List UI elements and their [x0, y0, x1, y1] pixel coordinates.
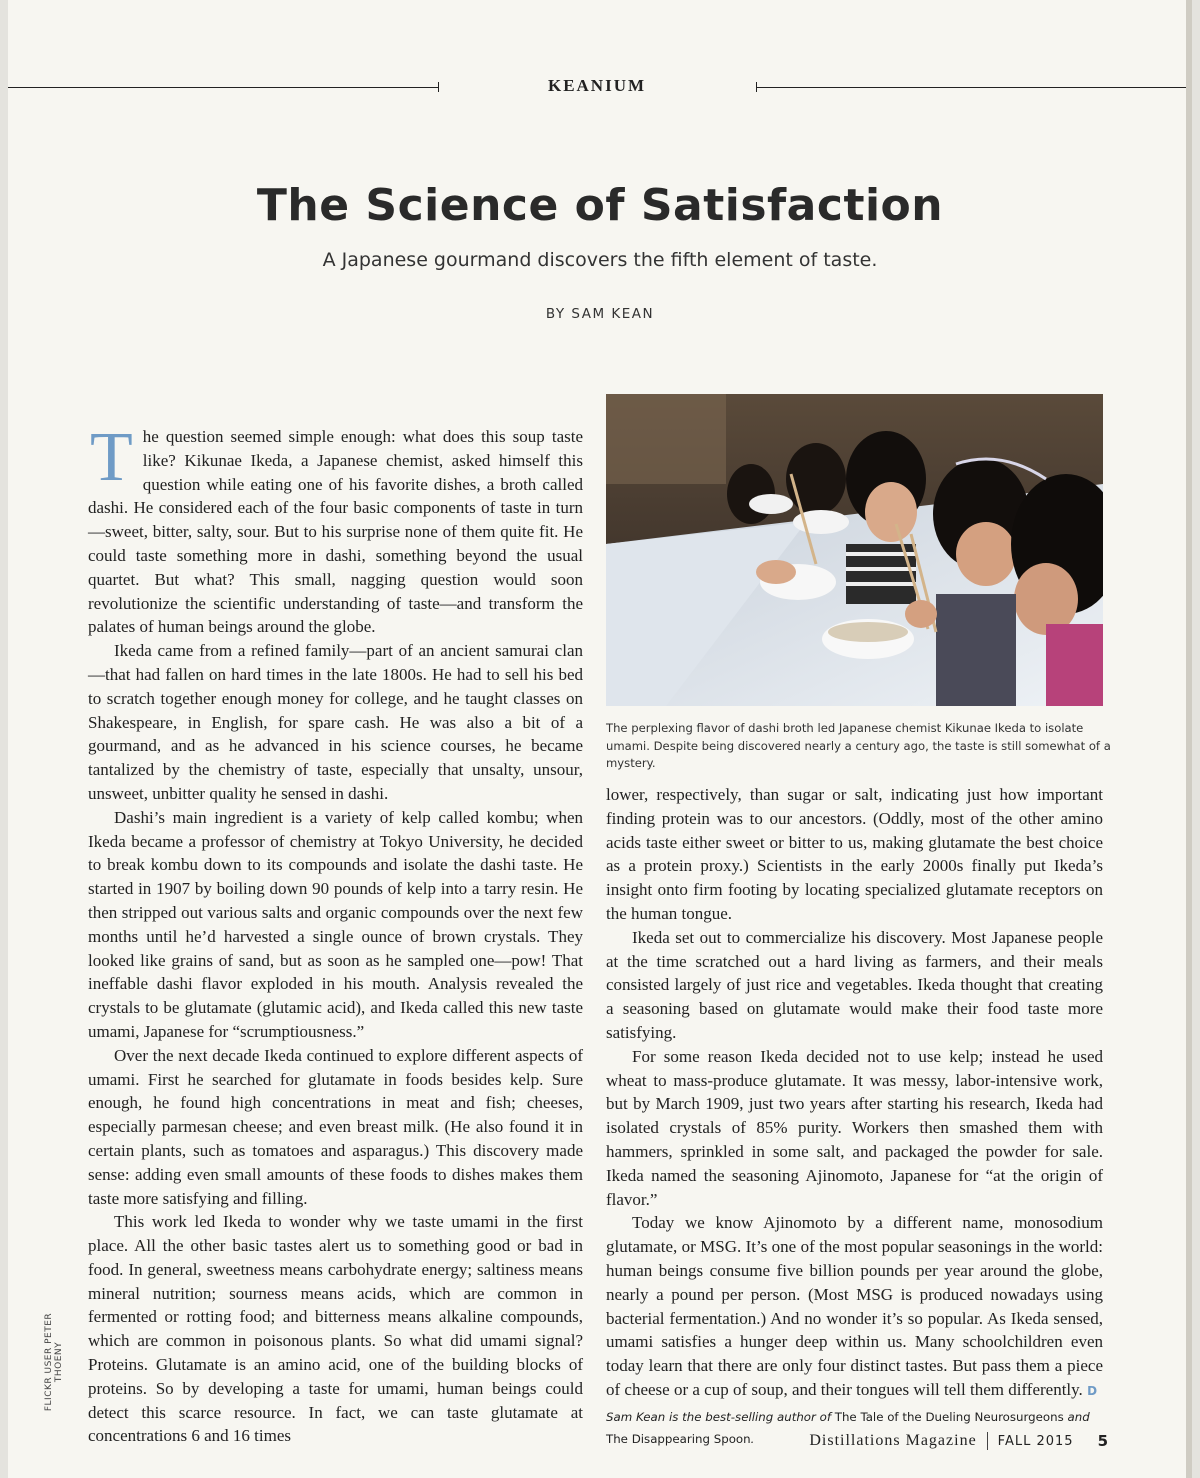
paragraph: Over the next decade Ikeda continued to explore different aspects of umami. First he searched for glutamate in foods besides kelp. Sure enough, he found high concentrations in meat and fish; cheeses, especially parmesan cheese; and even breast milk. (He also found it in certain plants, such as tomatoes and asparagus.) This discovery made sense: adding even small amounts of these foods to dishes makes them taste more satisfying and filling. — [88, 1045, 583, 1208]
drop-cap: T — [90, 419, 133, 496]
bio-text: Sam Kean is the best-selling author of — [606, 1409, 835, 1424]
page-number: 5 — [1097, 1432, 1108, 1450]
children-eating-photo — [606, 394, 1103, 706]
photo-credit — [46, 1290, 62, 1430]
magazine-name: Distillations Magazine — [809, 1432, 977, 1449]
end-mark: D — [1087, 1383, 1098, 1398]
header-rule-left — [8, 87, 438, 88]
photo-caption: The perplexing flavor of dashi broth led Japanese chemist Kikunae Ikeda to isolate umami. Despite being discovered nearly a century ago, the taste is still somewhat of a mystery. — [606, 721, 1111, 770]
byline: BY SAM KEAN — [545, 306, 655, 322]
article-column-left — [88, 419, 583, 1448]
paragraph: Ikeda set out to commercialize his discovery. Most Japanese people at the time scratched out a hard living as farmers, and their meals consisted largely of just rice and vegetables. Ikeda thought that creating a seasoning based on glutamate would make their food taste more satisfying. — [606, 927, 1103, 1042]
header-rule-tick-right — [756, 82, 757, 92]
article-column-right — [606, 783, 1103, 1450]
paragraph: lower, respectively, than sugar or salt, indicating just how important finding protein was to our ancestors. (Oddly, most of the other amino acids taste either sweet or bitter to us, making glutamate the best choice as a protein proxy.) Scientists in the early 2000s finally put Ikeda’s insight onto firm footing by locating specialized glutamate receptors on the human tongue. — [606, 785, 1103, 923]
paragraph: Ikeda came from a refined family—part of an ancient samurai clan—that had fallen on hard times in the late 1800s. He had to sell his bed to scratch together enough money for college, and he taught classes on Shakespeare, in English, for spare cash. He was also a bit of a gourmand, and as he advanced in his science courses, he became tantalized by the chemistry of taste, especially that unsalty, unsour, unsweet, unbitter quality he sensed in dashi. — [88, 641, 583, 803]
paragraph: Dashi’s main ingredient is a variety of kelp called kombu; when Ikeda became a professor of chemistry at Tokyo University, he decided to break kombu down to its compounds and isolate the dashi taste. He started in 1907 by boiling down 90 pounds of kelp into a tarry resin. He then stripped out various salts and organic compounds over the next few months until he’d harvested a single ounce of brown crystals. They looked like grains of sand, but as soon as he sampled one—pow! That ineffable dashi flavor exploded in his mouth. Analysis revealed the crystals to be glutamate (glutamic acid), and Ikeda called this new taste umami, Japanese for “scrumptiousness.” — [88, 807, 583, 1041]
book-title: The Disappearing Spoon — [606, 1431, 751, 1446]
book-title: The Tale of the Dueling Neurosurgeons — [834, 1409, 1064, 1424]
page-footer — [809, 1432, 1108, 1450]
section-label: KEANIUM — [547, 76, 647, 95]
paragraph: For some reason Ikeda decided not to use kelp; instead he used wheat to mass-produce glutamate. It was messy, labor-intensive work, but by March 1909, just two years after starting his research, Ikeda had isolated crystals of 85% purity. Workers then smashed them with hammers, sprinkled in some salt, and packaged the powder for sale. Ikeda named the seasoning Ajinomoto, Japanese for “at the origin of flavor.” — [606, 1046, 1103, 1209]
paragraph: This work led Ikeda to wonder why we taste umami in the first place. All the other basic tastes alert us to something good or bad in food. In general, sweetness means carbohydrate energy; saltiness means mineral nutrition; sourness means acids, which are common in fermented or rotting food; and bitterness means alkaline compounds, which are common in poisonous plants. So what did umami signal? Proteins. Glutamate is an amino acid, one of the building blocks of proteins. So by developing a taste for umami, human beings could detect this scarce resource. In fact, we can taste glutamate at concentrations 6 and 16 times — [88, 1212, 583, 1446]
article-subtitle: A Japanese gourmand discovers the fifth element of taste. — [322, 249, 878, 271]
footer-divider — [987, 1432, 988, 1450]
paragraph — [606, 1211, 1103, 1403]
photo-illustration — [606, 394, 1103, 706]
article-title: The Science of Satisfaction — [256, 180, 944, 231]
header-rule-right — [756, 87, 1186, 88]
paragraph — [88, 419, 583, 639]
paragraph-text: Today we know Ajinomoto by a different name, monosodium glutamate, or MSG. It’s one of the most popular seasonings in the world: human beings consume five billion pounds per year around the globe, nearly a pound per person. (Most MSG is produced nowadays using bacterial fermentation.) And no wonder it’s so popular. As Ikeda sensed, umami satisfies a hunger deep within us. Many schoolchildren even today learn that there are only four distinct tastes. But pass them a piece of cheese or a cup of soup, and their tongues will tell them differently. — [606, 1213, 1103, 1399]
paragraph-text: he question seemed simple enough: what does this soup taste like? Kikunae Ikeda, a Japanese chemist, asked himself this question while eating one of his favorite dishes, a broth called dashi. He considered each of the four basic components of taste in turn—sweet, bitter, salty, sour. But to his surprise none of them quite fit. He could taste something more in dashi, something beyond the usual quartet. But what? This small, nagging question would soon revolutionize the scientific understanding of taste—and transform the palates of human beings around the globe. — [88, 427, 583, 637]
bio-text: and — [1063, 1409, 1090, 1424]
bio-text: . — [750, 1431, 755, 1446]
magazine-page — [8, 0, 1192, 1478]
issue-date: FALL 2015 — [997, 1433, 1074, 1449]
photo-credit-text: FLICKR USER PETER THOENY — [44, 1312, 64, 1412]
